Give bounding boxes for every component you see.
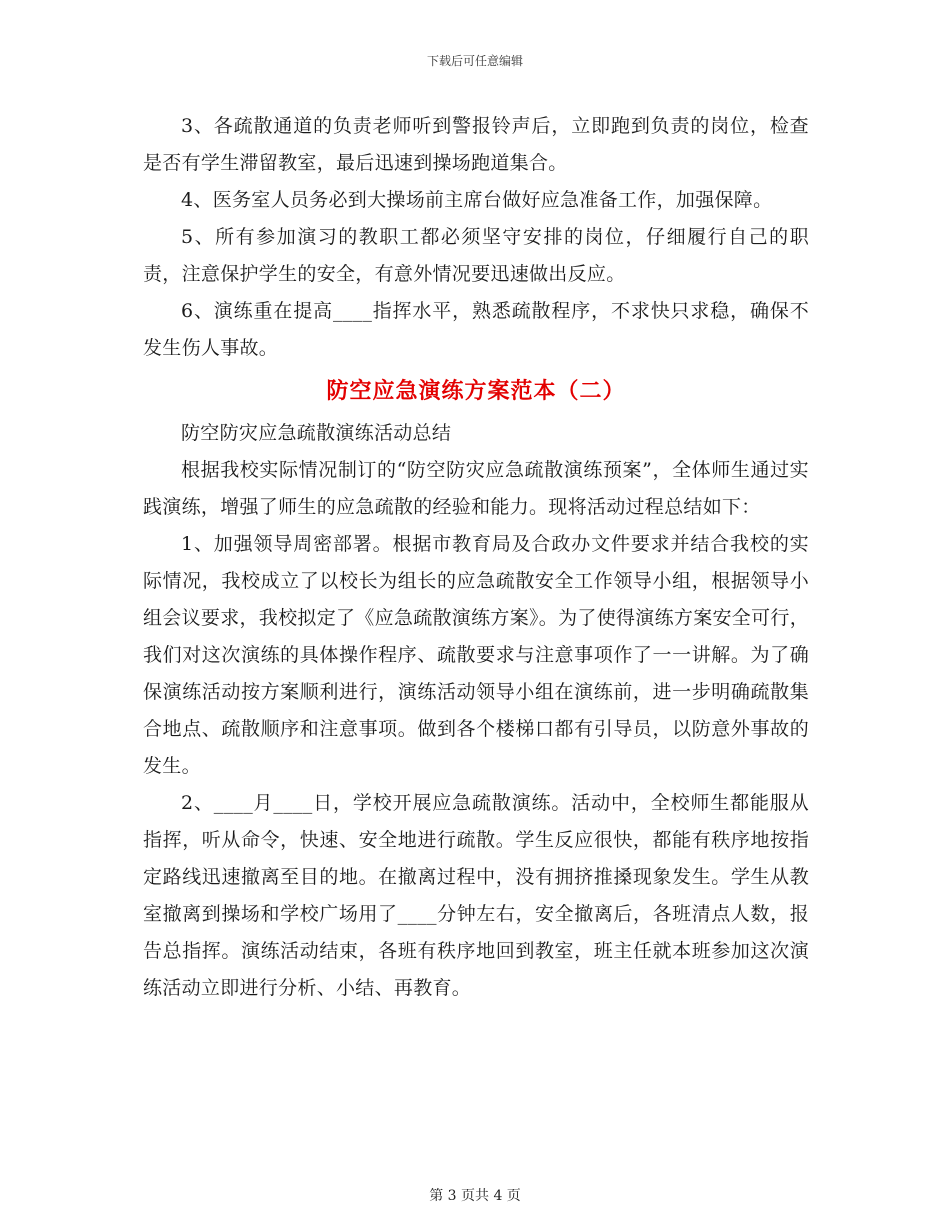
- paragraph-item-6: 6、演练重在提高____指挥水平，熟悉疏散程序，不求快只求稳，确保不发生伤人事故。: [143, 300, 809, 359]
- paragraph-drill: 2、____月____日，学校开展应急疏散演练。活动中，全校师生都能服从指挥，听从命令，快速、安全地进行疏散。学生反应很快，都能有秩序地按指定路线迅速撤离至目的地。在撤离过程中，没有拥挤推搡现象发生。学生从教室撤离到操场和学校广场用了____分钟左右，安全撤离后，各班清点人数，报告总指挥。演练活动结束，各班有秩序地回到教室，班主任就本班参加这次演练活动立即进行分析、小结、再教育。: [143, 792, 809, 999]
- paragraph-item-3: 3、各疏散通道的负责老师听到警报铃声后，立即跑到负责的岗位，检查是否有学生滞留教室，最后迅速到操场跑道集合。: [143, 115, 809, 174]
- paragraph-item-4: 4、医务室人员务必到大操场前主席台做好应急准备工作，加强保障。: [181, 189, 773, 211]
- paragraph-item-5: 5、所有参加演习的教职工都必须坚守安排的岗位，仔细履行自己的职责，注意保护学生的安全，有意外情况要迅速做出反应。: [143, 226, 809, 285]
- page-footer: 第 3 页共 4 页: [429, 1188, 521, 1204]
- section-subtitle: 防空防灾应急疏散演练活动总结: [181, 422, 452, 444]
- paragraph-leadership: 1、加强领导周密部署。根据市教育局及合政办文件要求并结合我校的实际情况，我校成立了以校长为组长的应急疏散安全工作领导小组，根据领导小组会议要求，我校拟定了《应急疏散演练方案》。为了使得演练方案安全可行，我们对这次演练的具体操作程序、疏散要求与注意事项作了一一讲解。为了确保演练活动按方案顺利进行，演练活动领导小组在演练前，进一步明确疏散集合地点、疏散顺序和注意事项。做到各个楼梯口都有引导员，以防意外事故的发生。: [143, 533, 810, 777]
- intro-paragraph: 根据我校实际情况制订的“防空防灾应急疏散演练预案”，全体师生通过实践演练，增强了师生的应急疏散的经验和能力。现将活动过程总结如下：: [143, 459, 809, 518]
- section-title: 防空应急演练方案范本（二）: [326, 378, 626, 404]
- document-body: [143, 108, 809, 1007]
- page-header: 下载后可任意编辑: [426, 54, 523, 68]
